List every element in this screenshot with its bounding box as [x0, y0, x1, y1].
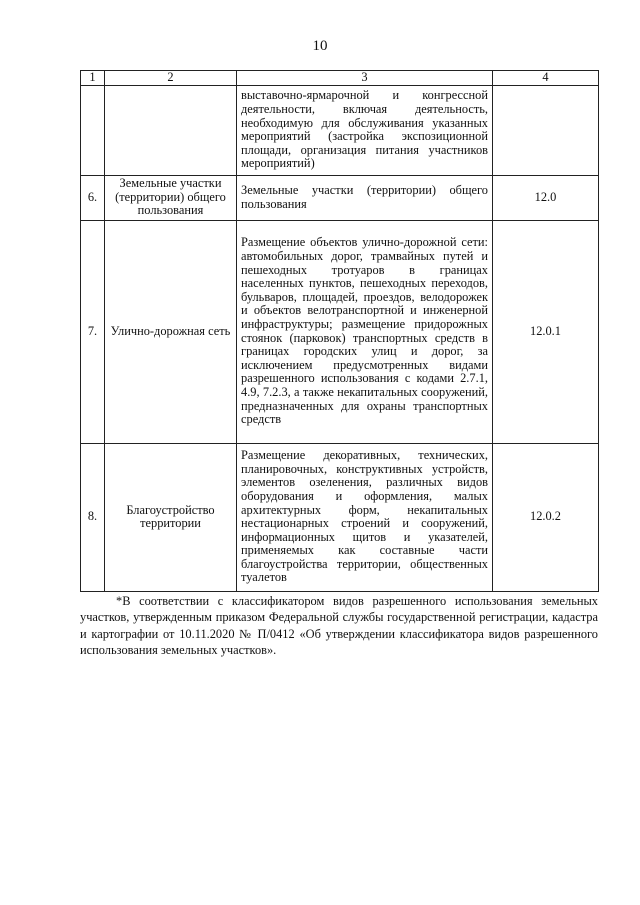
column-header: 2 [105, 71, 237, 86]
land-use-description [237, 175, 493, 220]
land-use-code: 12.0.1 [493, 220, 599, 443]
description-text: Размещение объектов улично-дорожной сети: автомобильных дорог, трамвайных путей и пешеходных тротуаров в границах населенных пунктов, пешеходных переходов, бульваров, площадей, проездов, велодорожек и объектов велотранспортной и инженерной инфраструктуры; размещение придорожных стоянок (парковок) транспортных средств в границах городских улиц и дорог, за исключением предусмотренных видами разрешенного использования с кодами 2.7.1, 4.9, 7.2.3, а также некапитальных сооружений, предназначенных для охраны транспортных средств [241, 235, 488, 427]
land-use-classifier-table [80, 70, 599, 592]
row-number: 7. [81, 220, 105, 443]
table-row [81, 220, 599, 443]
land-use-code: 12.0.2 [493, 443, 599, 591]
description-text: Размещение декоративных, технических, планировочных, конструктивных устройств, элементов озеленения, различных видов оборудования и оформления, малых архитектурных форм, некапитальных нестационарных строений и сооружений, информационных щитов и указателей, применяемых как составные части благоустройства территории, общественных туалетов [241, 448, 488, 585]
row-number: 8. [81, 443, 105, 591]
table-row [81, 85, 599, 175]
land-use-name [105, 85, 237, 175]
land-use-name: Благоустройство территории [105, 443, 237, 591]
row-number [81, 85, 105, 175]
land-use-name: Улично-дорожная сеть [105, 220, 237, 443]
page-number: 10 [312, 38, 328, 54]
table-row [81, 175, 599, 220]
column-header: 1 [81, 71, 105, 86]
land-use-description [237, 85, 493, 175]
land-use-description [237, 443, 493, 591]
land-use-code: 12.0 [493, 175, 599, 220]
land-use-description [237, 220, 493, 443]
land-use-code [493, 85, 599, 175]
table-header-row [81, 71, 599, 86]
table-row [81, 443, 599, 591]
footnote: *В соответствии с классификатором видов разрешенного использования земельных участков, утвержденным приказом Федеральной службы государственной регистрации, кадастра и картографии от 10.11.2020 № П/0412 «Об утверждении классификатора видов разрешенного использования земельных участков». [80, 594, 598, 658]
row-number: 6. [81, 175, 105, 220]
description-text: выставочно-ярмарочной и конгрессной деятельности, включая деятельность, необходимую для обслуживания указанных мероприятий (застройка экспозиционной площади, организация питания участников мероприятий) [241, 88, 488, 171]
description-text: Земельные участки (территории) общего пользования [241, 183, 488, 211]
column-header: 3 [237, 71, 493, 86]
land-use-name: Земельные участки (территории) общего пользования [105, 175, 237, 220]
column-header: 4 [493, 71, 599, 86]
